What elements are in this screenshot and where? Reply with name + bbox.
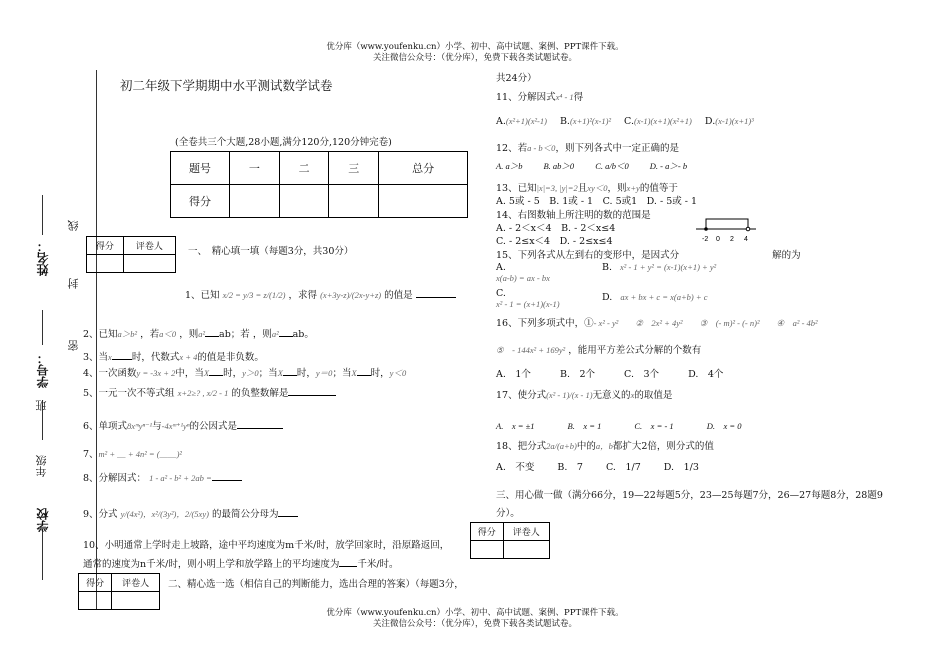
q4-blank-1[interactable] bbox=[209, 375, 223, 376]
question-15 bbox=[496, 247, 801, 261]
q4-text-c: 时， bbox=[223, 368, 243, 379]
q4-x2: X bbox=[277, 368, 283, 378]
question-16-line-2 bbox=[496, 342, 701, 356]
q4-text-b: 中，当 bbox=[175, 368, 204, 379]
question-3 bbox=[83, 349, 264, 363]
score-header-total: 总分 bbox=[379, 152, 468, 185]
grader-box-1 bbox=[86, 236, 176, 273]
q11-text-b: 得 bbox=[573, 92, 584, 103]
grader-name-cell[interactable] bbox=[123, 255, 175, 273]
q11-option-b[interactable]: B.(x+1)²(x-1)² bbox=[559, 116, 611, 127]
q12-text: 12、若 bbox=[496, 143, 528, 154]
section3-heading-cont: 分）。 bbox=[496, 508, 520, 519]
q3-text: 3、当 bbox=[83, 352, 109, 363]
question-12 bbox=[496, 140, 679, 154]
q4-expression: y = -3x + 2 bbox=[136, 368, 176, 378]
q16-text: 16、下列多项式中，① bbox=[496, 318, 594, 329]
q12-condition: a - b＜0 bbox=[527, 143, 556, 153]
number-line-closed-point bbox=[704, 227, 708, 231]
number-line-figure bbox=[696, 215, 760, 245]
q2-text-e: ，则 bbox=[252, 329, 272, 340]
q11-c-expr: (x-1)(x+1)(x²+1) bbox=[633, 116, 692, 126]
q10-text-c: 千米/时。 bbox=[357, 559, 399, 570]
q6-monomial-2: -4xᵐ⁺¹yⁿ bbox=[161, 421, 190, 431]
q13-text-c: ，则 bbox=[607, 183, 627, 194]
section2-heading: 二、精心选一选（相信自己的判断能力，选出合理的答案）（每题3分， bbox=[168, 579, 464, 590]
q11-d-expr: (x-1)(x+1)³ bbox=[715, 116, 754, 126]
q4-text-g: 时， bbox=[370, 368, 390, 379]
q9-text: 9、分式 bbox=[83, 509, 118, 520]
q10-blank[interactable] bbox=[339, 566, 357, 567]
question-13 bbox=[496, 180, 678, 194]
seal-secret-label: 密 bbox=[67, 340, 80, 351]
grader2-score-label: 得分 bbox=[79, 574, 112, 592]
question-11 bbox=[496, 89, 583, 103]
seal-line-label: 线 bbox=[67, 220, 80, 231]
question-2 bbox=[83, 326, 314, 340]
question-9 bbox=[83, 506, 298, 520]
q15-text: 15、下列各式从左到右的变形中，是因式分 bbox=[496, 250, 680, 261]
score-table bbox=[170, 151, 468, 218]
q18-option-a[interactable]: A. 不变 bbox=[496, 462, 535, 473]
grader-score-label: 得分 bbox=[87, 237, 124, 255]
q3-expression: x + 4 bbox=[179, 352, 198, 362]
grader2-name-cell[interactable] bbox=[112, 592, 160, 610]
footer-line-1: 优分库（www.youfenku.cn）小学、初中、高中试题、案例、PPT课件下载。 bbox=[326, 608, 624, 618]
q16-expr-4: ④ a² - 4b² bbox=[776, 318, 818, 328]
q2-blank-2[interactable] bbox=[279, 336, 293, 337]
school-blank bbox=[42, 530, 43, 580]
q11-b-expr: (x+1)²(x-1)² bbox=[569, 116, 611, 126]
question-1 bbox=[185, 287, 456, 301]
question-10-line-1: 10、小明通常上学时走上坡路，途中平均速度为m千米/时，放学回家时，沿原路返回， bbox=[83, 540, 450, 551]
q12-option-b[interactable]: B. ab＞0 bbox=[543, 161, 575, 171]
q15-option-c[interactable]: C. x² - 1 = (x+1)(x-1) bbox=[496, 288, 560, 309]
q4-y2: y＝0 bbox=[315, 368, 333, 378]
q12-option-a[interactable]: A. a＞b bbox=[496, 161, 523, 171]
score-cell-2[interactable] bbox=[279, 185, 329, 218]
score-row-label: 得分 bbox=[171, 185, 230, 218]
q18-option-d[interactable]: D. 1/3 bbox=[663, 462, 699, 473]
seat-blank bbox=[42, 310, 43, 345]
score-header-1: 一 bbox=[230, 152, 280, 185]
q18-fraction: 2a/(a+b) bbox=[546, 441, 577, 451]
question-6 bbox=[83, 418, 283, 432]
q5-text: 5、一元一次不等式组 bbox=[83, 388, 175, 399]
grader3-score-cell[interactable] bbox=[471, 541, 504, 559]
q16-option-b[interactable]: B. 2个 bbox=[559, 369, 596, 380]
q9-fractions: y/(4x²)，x²/(3y²)，2/(5xy) bbox=[120, 509, 209, 519]
q9-blank[interactable] bbox=[278, 516, 298, 517]
q17-option-d[interactable]: D. x = 0 bbox=[706, 421, 742, 431]
q11-option-c[interactable]: C.(x-1)(x+1)(x²+1) bbox=[624, 116, 692, 127]
question-17 bbox=[496, 387, 672, 401]
score-header-2: 二 bbox=[279, 152, 329, 185]
section2-heading-cont: 共24分） bbox=[496, 73, 537, 84]
q2-text-c: ，则 bbox=[179, 329, 199, 340]
q15-b-expr: x² - 1 + y² = (x-1)(x+1) + y² bbox=[620, 262, 717, 272]
q12-option-c[interactable]: C. a/b＜0 bbox=[595, 161, 629, 171]
q2-condition: a＞b² bbox=[117, 329, 138, 339]
q16-expr-3: ③ (- m)² - (- n)² bbox=[699, 318, 760, 328]
q16-expr-2: ② 2x² + 4y² bbox=[635, 318, 683, 328]
question-8 bbox=[83, 470, 242, 484]
q15-option-a[interactable]: A. x(a-b) = ax - bx bbox=[496, 262, 550, 283]
q17-text: 17、使分式 bbox=[496, 390, 547, 401]
score-cell-total[interactable] bbox=[379, 185, 468, 218]
q2-a-squared: a² bbox=[198, 329, 206, 339]
grade-label: 年级 bbox=[35, 455, 48, 477]
q2-negative: a＜0 bbox=[159, 329, 177, 339]
q2-a-squared-b: a² bbox=[271, 329, 279, 339]
q18-option-b[interactable]: B. 7 bbox=[557, 462, 583, 473]
q4-x3: X bbox=[351, 368, 357, 378]
seal-seal-label: 封 bbox=[67, 278, 80, 289]
grader-name-label: 评卷人 bbox=[123, 237, 175, 255]
binding-line bbox=[96, 70, 97, 610]
exam-subtitle: (全卷共三个大题,28小题,满分120分,120分钟完卷) bbox=[175, 137, 392, 148]
q15-option-d[interactable]: D. ax + bx + c = x(a+b) + c bbox=[602, 292, 708, 303]
number-line-range-bracket bbox=[706, 219, 748, 229]
question-5 bbox=[83, 385, 336, 399]
score-cell-1[interactable] bbox=[230, 185, 280, 218]
q6-text-b: 与 bbox=[152, 421, 162, 432]
q16-expr-1: - x² - y² bbox=[593, 318, 619, 328]
score-cell-3[interactable] bbox=[329, 185, 379, 218]
q13-text-b: 且 bbox=[577, 183, 588, 194]
grader2-name-label: 评卷人 bbox=[112, 574, 160, 592]
score-header-label: 题号 bbox=[171, 152, 230, 185]
q18-text: 18、把分式 bbox=[496, 441, 547, 452]
question-10-line-2 bbox=[83, 556, 399, 570]
q17-fraction: (x² - 1)/(x - 1) bbox=[546, 390, 593, 400]
q13-xy: xy＜0 bbox=[587, 183, 608, 193]
q4-text: 4、一次函数 bbox=[83, 368, 137, 379]
grader-box-2 bbox=[78, 573, 160, 610]
q17-option-c[interactable]: C. x = - 1 bbox=[634, 421, 674, 431]
q2-text-d: ab；若 bbox=[219, 329, 250, 340]
q16-expr-5: ⑤ - 144x² + 169y² bbox=[496, 345, 566, 355]
q17-option-a[interactable]: A. x = ±1 bbox=[496, 421, 535, 431]
q4-y1: y＞0 bbox=[242, 368, 259, 378]
q4-x1: X bbox=[203, 368, 210, 378]
q1-text: 1、已知 bbox=[185, 290, 220, 301]
seat-label: 学号： bbox=[36, 352, 50, 388]
axis-tick-2: 2 bbox=[730, 236, 734, 243]
q4-blank-3[interactable] bbox=[357, 375, 371, 376]
q13-options[interactable]: A. 5或 - 5 B. 1或 - 1 C. 5或1 D. - 5或 - 1 bbox=[496, 196, 698, 207]
q13-text: 13、已知 bbox=[496, 183, 537, 194]
section3-heading: 三、用心做一做（满分66分，19—22每题5分，23—25每题7分，26—27每题8分，28题9 bbox=[496, 490, 883, 501]
q5-system: x+2≥? , x/2 - 1 bbox=[177, 388, 229, 398]
q4-blank-2[interactable] bbox=[283, 375, 297, 376]
q3-blank[interactable] bbox=[112, 359, 132, 360]
name-label: 姓名： bbox=[36, 240, 50, 276]
q13-condition: |x|=3, |y|=2 bbox=[536, 183, 578, 193]
q5-text-b: 的负整数解是 bbox=[231, 388, 289, 399]
header-line-1: 优分库（www.youfenku.cn）小学、初中、高中试题、案例、PPT课件下载。 bbox=[326, 42, 624, 52]
q15-c-expr: x² - 1 = (x+1)(x-1) bbox=[496, 299, 560, 309]
q8-blank[interactable] bbox=[212, 480, 242, 481]
q13-sum: x+y bbox=[626, 183, 640, 193]
q16-option-d[interactable]: D. 4个 bbox=[688, 369, 724, 380]
grader2-score-cell[interactable] bbox=[79, 592, 112, 610]
q5-blank[interactable] bbox=[288, 395, 336, 396]
q1-expression: (x+3y-z)/(2x-y+z) bbox=[320, 290, 382, 300]
question-16 bbox=[496, 315, 818, 329]
q18-options bbox=[496, 459, 699, 473]
q18-option-c[interactable]: C. 1/7 bbox=[606, 462, 641, 473]
q9-text-b: 的最简公分母为 bbox=[211, 509, 279, 520]
q6-blank[interactable] bbox=[237, 428, 283, 429]
q12-text-b: ，则下列各式中一定正确的是 bbox=[555, 143, 679, 154]
q11-text: 11、分解因式 bbox=[496, 92, 556, 103]
q4-y3: y＜0 bbox=[389, 368, 407, 378]
q4-text-e: 时， bbox=[296, 368, 316, 379]
q18-text-b: 中的 bbox=[576, 441, 596, 452]
q12-option-d[interactable]: D. - a＞- b bbox=[649, 161, 688, 171]
q1-answer-blank[interactable] bbox=[416, 297, 456, 298]
q17-text-b: 无意义的 bbox=[592, 390, 631, 401]
q17-option-b[interactable]: B. x = 1 bbox=[567, 421, 602, 431]
q16-options bbox=[496, 366, 723, 380]
grader3-name-cell[interactable] bbox=[503, 541, 549, 559]
q7-expression: m² + ＿ + 4n² = (＿＿)² bbox=[98, 449, 182, 459]
q3-var: x bbox=[108, 352, 112, 362]
q12-options bbox=[496, 160, 687, 172]
q17-text-c: 的取值是 bbox=[634, 390, 673, 401]
q3-text-b: 时，代数式 bbox=[131, 352, 180, 363]
question-18 bbox=[496, 438, 714, 452]
q15-option-b[interactable]: B. x² - 1 + y² = (x-1)(x+1) + y² bbox=[602, 262, 717, 273]
q8-text: 8、分解因式： bbox=[83, 473, 147, 484]
q2-text-b: ，若 bbox=[140, 329, 160, 340]
q15-a-expr: x(a-b) = ax - bx bbox=[496, 273, 550, 283]
q4-text-d: ；当 bbox=[258, 368, 278, 379]
q6-text: 6、单项式 bbox=[83, 421, 128, 432]
q11-expression: x⁴ - 1 bbox=[555, 92, 574, 102]
number-line-open-point bbox=[746, 227, 750, 231]
q11-options bbox=[496, 116, 754, 127]
name-blank bbox=[42, 195, 43, 235]
q7-text: 7、 bbox=[83, 449, 99, 460]
q11-option-a[interactable]: A.(x²+1)(x²-1) bbox=[496, 116, 547, 127]
q2-text-f: ab。 bbox=[292, 329, 314, 340]
class-label: 班 bbox=[35, 400, 48, 411]
q15-d-expr: ax + bx + c = x(a+b) + c bbox=[620, 292, 708, 302]
q13-text-d: 的值等于 bbox=[639, 183, 678, 194]
q14-options-cd[interactable]: C. - 2≤x＜4 D. - 2≤x≤4 bbox=[496, 236, 613, 247]
q10-text-b: 通常的速度为n千米/时，则小明上学和放学路上的平均速度为 bbox=[83, 559, 340, 570]
q11-option-d[interactable]: D.(x-1)(x+1)³ bbox=[704, 116, 754, 127]
q1-text-b: ，求得 bbox=[288, 290, 318, 301]
axis-tick-0: 0 bbox=[716, 236, 720, 243]
q11-a-expr: (x²+1)(x²-1) bbox=[505, 116, 547, 126]
q17-options bbox=[496, 420, 741, 432]
q16-text-b: ，能用平方差公式分解的个数有 bbox=[568, 345, 702, 356]
school-label: 学校 bbox=[36, 508, 50, 532]
q1-fraction: x/2 = y/3 = z/(1/2) bbox=[222, 290, 286, 300]
q2-blank-1[interactable] bbox=[205, 336, 219, 337]
q16-option-c[interactable]: C. 3个 bbox=[624, 369, 660, 380]
score-header-3: 三 bbox=[329, 152, 379, 185]
q6-monomial-1: 8xᵐyⁿ⁻¹ bbox=[127, 421, 153, 431]
q15-text-b: 解的为 bbox=[772, 250, 801, 261]
q6-text-c: 的公因式是 bbox=[189, 421, 238, 432]
grader3-name-label: 评卷人 bbox=[503, 523, 549, 541]
q2-text: 2、已知 bbox=[83, 329, 118, 340]
q18-vars: a，b bbox=[595, 441, 613, 451]
grader3-score-label: 得分 bbox=[471, 523, 504, 541]
axis-tick-neg2: -2 bbox=[702, 236, 709, 243]
axis-tick-4: 4 bbox=[744, 236, 748, 243]
grader-score-cell[interactable] bbox=[87, 255, 124, 273]
section1-heading: 一、 精心填一填（每题3分，共30分） bbox=[188, 246, 354, 257]
q4-text-f: ；当 bbox=[332, 368, 352, 379]
q14-options-ab[interactable]: A. - 2＜x＜4 B. - 2＜x≤4 bbox=[496, 223, 616, 234]
q8-expression: 1 - a² - b² + 2ab = bbox=[149, 473, 212, 483]
grader-box-3 bbox=[470, 522, 550, 559]
q18-text-c: 都扩大2倍，则分式的值 bbox=[612, 441, 714, 452]
q16-option-a[interactable]: A. 1个 bbox=[496, 369, 531, 380]
header-line-2: 关注微信公众号：（优分库），免费下载各类试题试卷。 bbox=[372, 53, 577, 63]
q17-var: x bbox=[630, 390, 635, 400]
q1-text-c: 的值是 bbox=[384, 290, 413, 301]
question-4 bbox=[83, 365, 406, 379]
question-7 bbox=[83, 446, 182, 460]
q3-text-c: 的值是非负数。 bbox=[197, 352, 264, 363]
exam-title: 初二年级下学期期中水平测试数学试卷 bbox=[120, 78, 333, 93]
footer-line-2: 关注微信公众号：（优分库），免费下载各类试题试卷。 bbox=[372, 619, 577, 629]
question-14: 14、右图数轴上所注明的数的范围是 bbox=[496, 210, 651, 221]
